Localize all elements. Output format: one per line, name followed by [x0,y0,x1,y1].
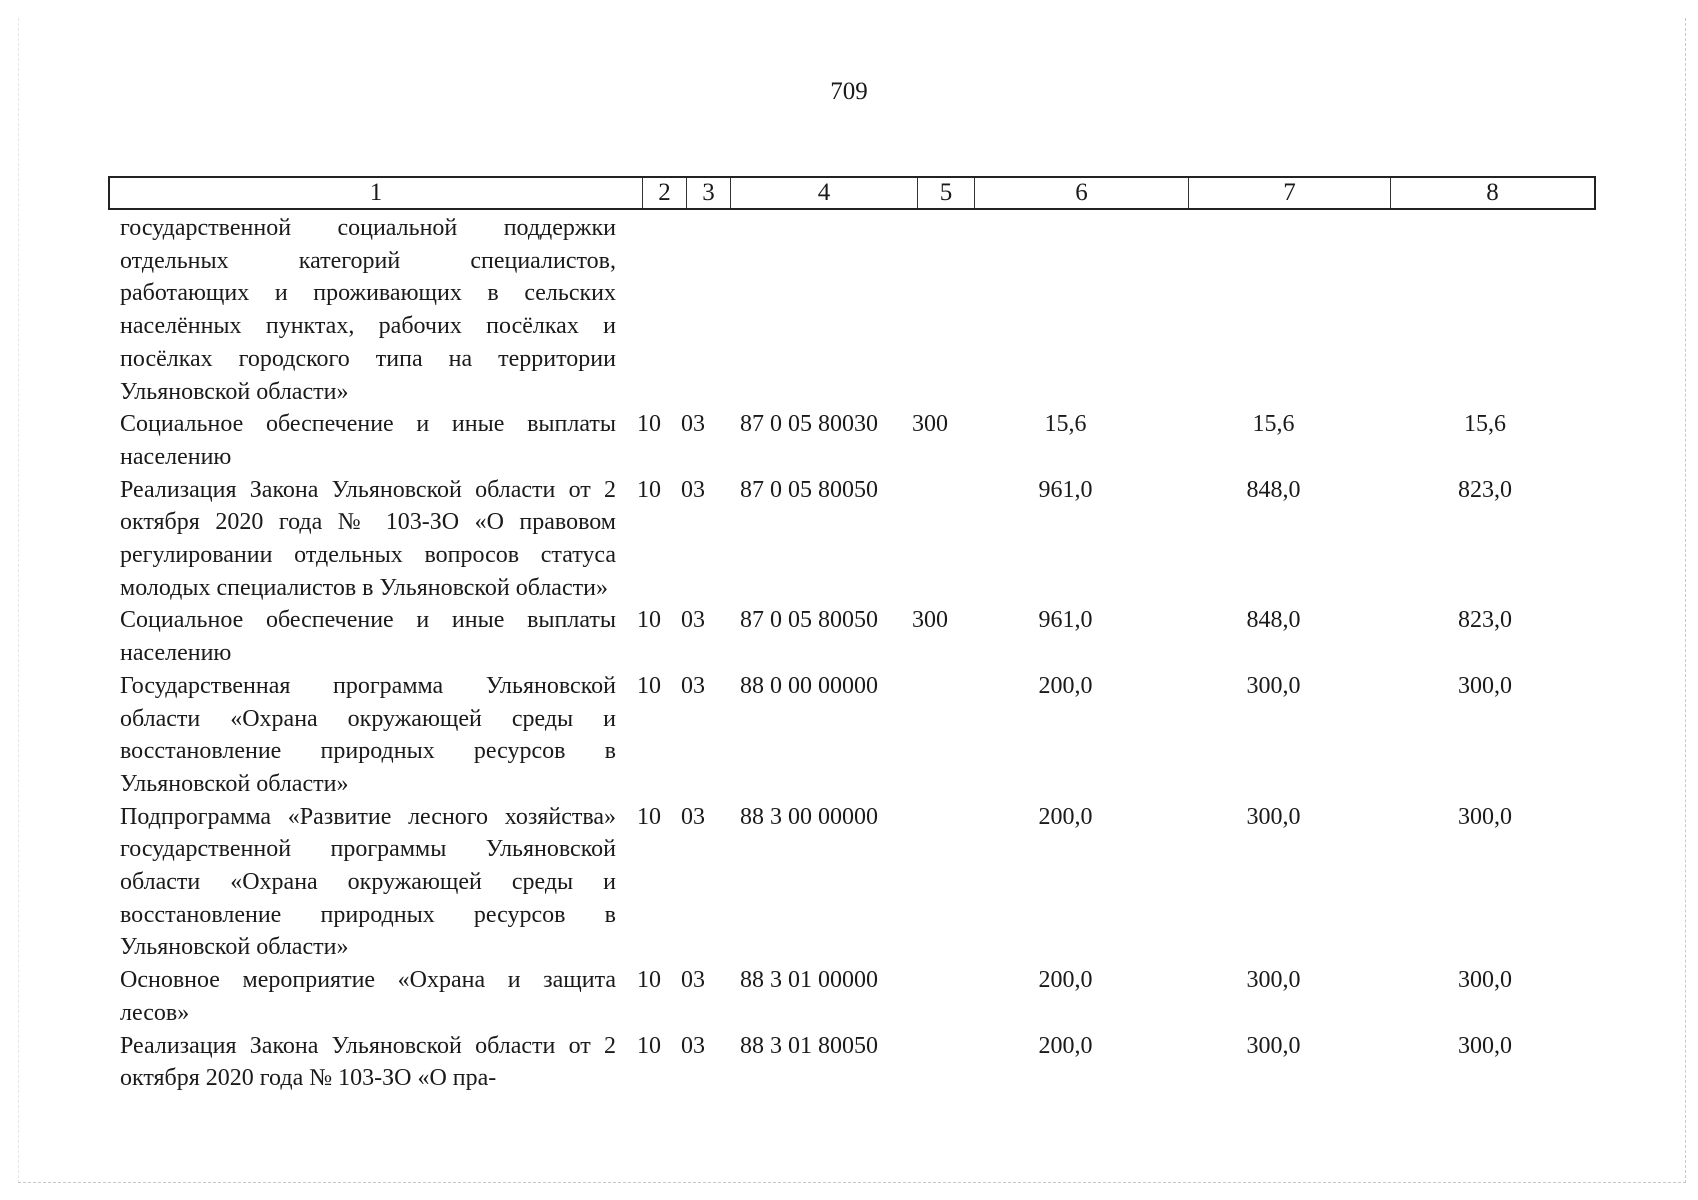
cell-subsection: 03 [681,967,705,994]
row-description: Государственная программа Ульяновской области «Охрана окружающей среды и восстановление природных ресурсов в Ульяновской области» [120,672,616,797]
cell-subsection: 03 [681,411,705,438]
table-row [108,604,1596,669]
column-header-4: 4 [730,178,917,208]
cell-amount-col8: 823,0 [1458,476,1512,503]
cell-expense-type: 300 [912,411,948,438]
column-header-5: 5 [917,178,974,208]
cell-amount-col7: 300,0 [1246,1032,1301,1059]
cell-amount-col8: 823,0 [1458,607,1512,634]
column-header-8: 8 [1390,178,1594,208]
cell-amount-col6: 200,0 [1038,967,1093,994]
cell-amount-col6: 200,0 [1038,1032,1093,1059]
cell-expense-type: 300 [912,607,948,634]
column-header-6: 6 [974,178,1188,208]
cell-target-code: 87 0 05 80030 [740,411,878,438]
cell-subsection: 03 [681,1032,705,1059]
row-description: Реализация Закона Ульяновской области от 2 октября 2020 года № 103-ЗО «О пра- [120,1032,616,1092]
cell-subsection: 03 [681,607,705,634]
cell-section: 10 [637,967,661,994]
table-row [108,964,1596,1029]
cell-subsection: 03 [681,803,705,830]
cell-amount-col6: 961,0 [1038,607,1093,634]
scan-border-left [18,18,19,1183]
cell-target-code: 87 0 05 80050 [740,607,878,634]
cell-amount-col6: 961,0 [1038,476,1093,503]
cell-section: 10 [637,476,661,503]
table-header-row [108,176,1596,210]
table-row [108,1030,1596,1095]
table-body [108,212,1596,1095]
cell-amount-col8: 300,0 [1458,672,1512,699]
column-header-7: 7 [1188,178,1390,208]
row-description: Социальное обеспечение и иные выплаты населению [120,607,616,667]
cell-target-code: 87 0 05 80050 [740,476,878,503]
scan-border-right [1685,18,1686,1183]
column-header-1: 1 [369,179,383,206]
cell-amount-col7: 15,6 [1252,411,1295,438]
page-number: 709 [830,78,868,105]
cell-section: 10 [637,803,661,830]
column-header-2: 2 [642,178,686,208]
cell-amount-col7: 300,0 [1246,967,1301,994]
cell-section: 10 [637,1032,661,1059]
row-description: Социальное обеспечение и иные выплаты населению [120,411,616,470]
table-row [108,408,1596,473]
row-description: государственной социальной поддержки отдельных категорий специалистов, работающих и проживающих в сельских населённых пунктах, рабочих посёлках и посёлках городского типа на территории Ульяновской области» [120,215,616,405]
cell-amount-col6: 200,0 [1038,672,1093,699]
cell-section: 10 [637,411,661,438]
cell-amount-col6: 200,0 [1038,803,1093,830]
table-row [108,212,1596,408]
row-description: Подпрограмма «Развитие лесного хозяйства» государственной программы Ульяновской области «Охрана окружающей среды и восстановление природных ресурсов в Ульяновской области» [120,803,616,961]
cell-section: 10 [637,607,661,634]
cell-amount-col8: 300,0 [1458,1032,1512,1059]
cell-target-code: 88 0 00 00000 [740,672,878,699]
cell-amount-col8: 300,0 [1458,967,1512,994]
cell-amount-col7: 848,0 [1246,607,1301,634]
table-row [108,670,1596,801]
cell-subsection: 03 [681,672,705,699]
table-row [108,801,1596,965]
cell-section: 10 [637,672,661,699]
cell-target-code: 88 3 01 00000 [740,967,878,994]
column-header-3: 3 [686,178,730,208]
table-row [108,474,1596,605]
scan-border-bottom [18,1182,1686,1183]
cell-target-code: 88 3 01 80050 [740,1032,878,1059]
row-description: Реализация Закона Ульяновской области от 2 октября 2020 года № 103-ЗО «О правовом регулировании отдельных вопросов статуса молодых специалистов в Ульяновской области» [120,476,616,601]
cell-amount-col7: 848,0 [1246,476,1301,503]
cell-amount-col8: 300,0 [1458,803,1512,830]
cell-amount-col8: 15,6 [1464,411,1506,438]
cell-subsection: 03 [681,476,705,503]
row-description: Основное мероприятие «Охрана и защита лесов» [120,967,616,1026]
cell-amount-col7: 300,0 [1246,803,1301,830]
cell-target-code: 88 3 00 00000 [740,803,878,830]
cell-amount-col7: 300,0 [1246,672,1301,699]
cell-amount-col6: 15,6 [1044,411,1087,438]
